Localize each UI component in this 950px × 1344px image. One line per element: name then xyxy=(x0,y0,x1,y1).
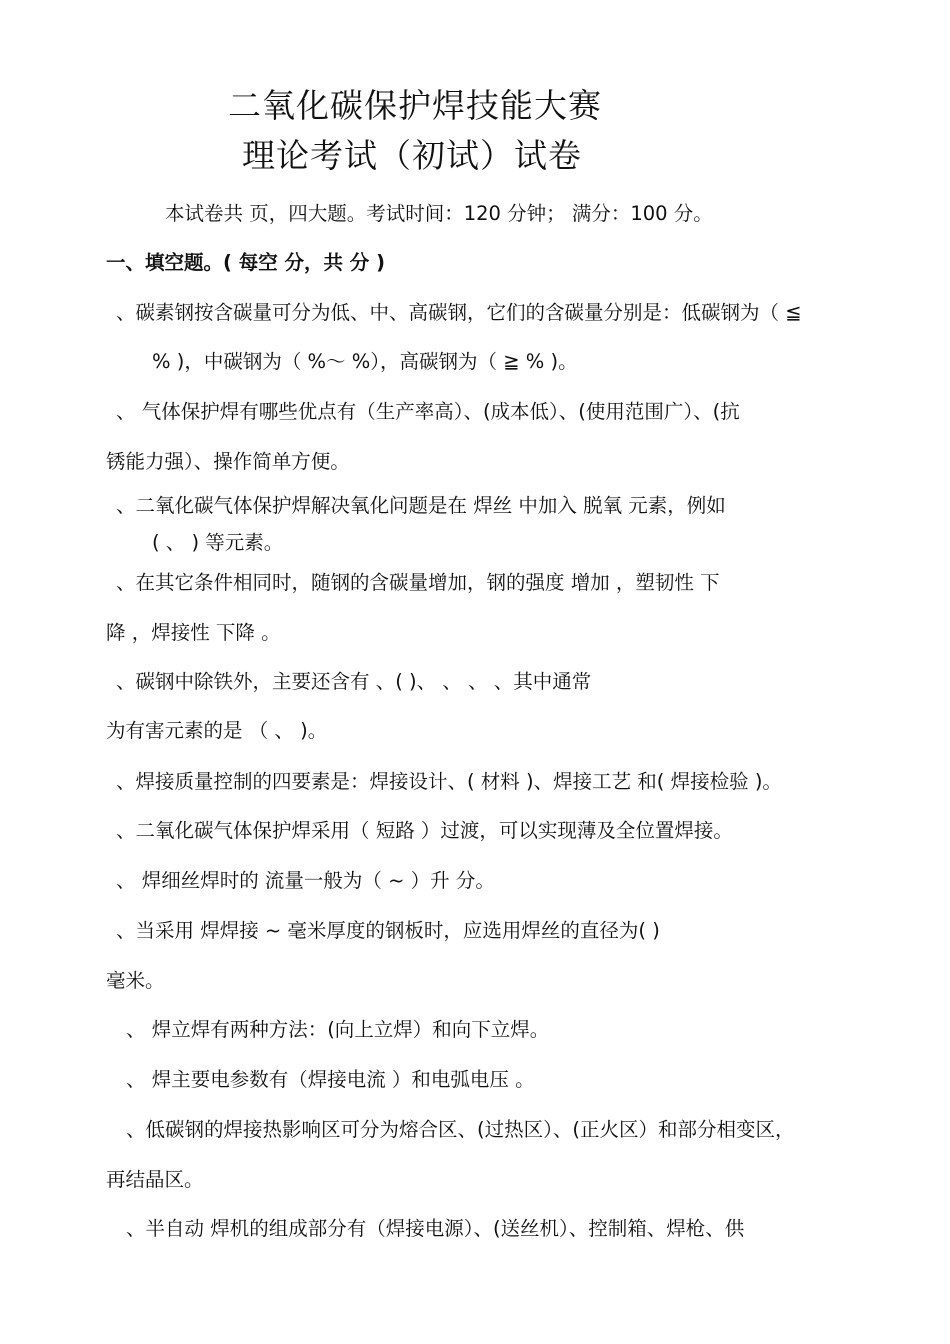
question-line: 、低碳钢的焊接热影响区可分为熔合区、(过热区）、(正火区）和部分相变区， xyxy=(126,1118,795,1141)
section-heading: 一、填空题。( 每空 分，共 分 ) xyxy=(106,251,385,274)
exam-info: 本试卷共 页，四大题。考试时间：120 分钟； 满分：100 分。 xyxy=(165,202,713,225)
question-line: 、焊接质量控制的四要素是：焊接设计、( 材料 )、焊接工艺 和( 焊接检验 )。 xyxy=(116,770,782,793)
question-line: 为有害元素的是 （ 、 )。 xyxy=(106,719,328,742)
question-line: 、二氧化碳气体保护焊采用（ 短路 ）过渡，可以实现薄及全位置焊接。 xyxy=(116,819,733,842)
question-line: 、二氧化碳气体保护焊解决氧化问题是在 焊丝 中加入 脱氧 元素，例如 xyxy=(116,494,726,517)
question-line: 、 焊细丝焊时的 流量一般为（ ~ ）升 分。 xyxy=(116,869,495,892)
question-line: 、在其它条件相同时，随钢的含碳量增加，钢的强度 增加 ，塑韧性 下 xyxy=(116,571,720,594)
exam-title-line2: 理论考试（初试）试卷 xyxy=(242,136,582,175)
question-line: 、当采用 焊焊接 ~ 毫米厚度的钢板时，应选用焊丝的直径为( ) xyxy=(116,919,660,942)
question-line: 降 ，焊接性 下降 。 xyxy=(106,621,281,644)
question-line: 、 焊主要电参数有（焊接电流 ）和电弧电压 。 xyxy=(126,1068,535,1091)
question-line: 、 气体保护焊有哪些优点有（生产率高）、(成本低）、(使用范围广）、(抗 xyxy=(116,400,740,423)
question-line: ( 、 ) 等元素。 xyxy=(152,531,284,554)
question-line: 锈能力强）、操作简单方便。 xyxy=(106,450,350,473)
question-line: 毫米。 xyxy=(106,969,165,992)
exam-title-line1: 二氧化碳保护焊技能大赛 xyxy=(228,86,602,125)
question-line: 、碳钢中除铁外，主要还含有 、( )、 、 、 、其中通常 xyxy=(116,670,592,693)
question-line: 、碳素钢按含碳量可分为低、中、高碳钢，它们的含碳量分别是：低碳钢为（ ≦ xyxy=(116,301,802,324)
question-line: % )，中碳钢为（ %～ %），高碳钢为（ ≧ % )。 xyxy=(152,350,578,373)
question-line: 再结晶区。 xyxy=(106,1168,204,1191)
question-line: 、半自动 焊机的组成部分有（焊接电源）、(送丝机）、控制箱、焊枪、供 xyxy=(126,1217,745,1240)
question-line: 、 焊立焊有两种方法：(向上立焊）和向下立焊。 xyxy=(126,1018,550,1041)
